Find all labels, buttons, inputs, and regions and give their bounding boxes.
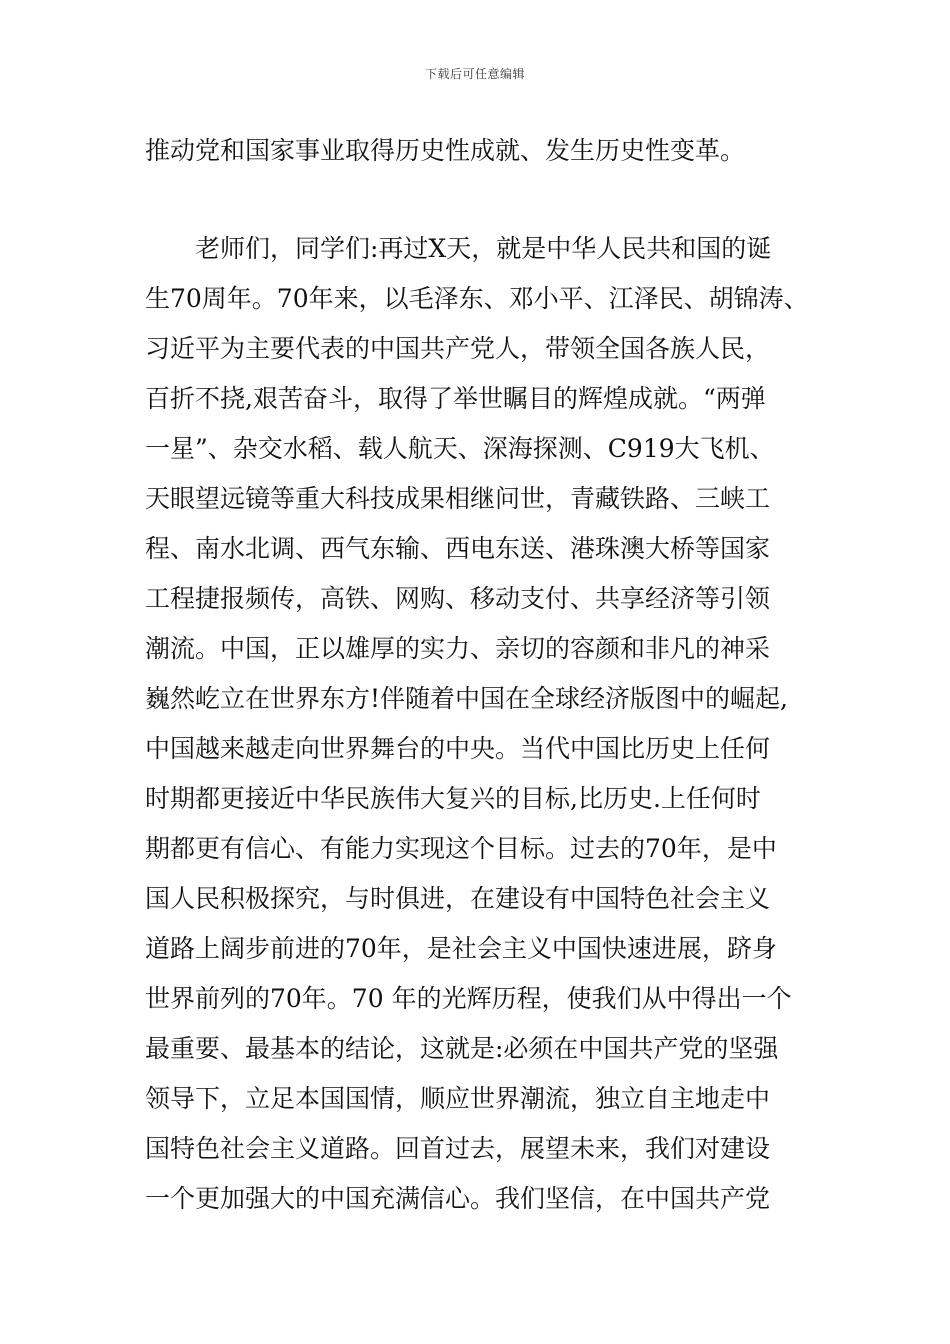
text-line: 一星”、杂交水稻、载人航天、深海探测、C919大飞机、 bbox=[145, 434, 775, 463]
text-line: 天眼望远镜等重大科技成果相继问世，青藏铁路、三峡工 bbox=[145, 484, 771, 513]
text-line: 世界前列的70年。70 年的光辉历程，使我们从中得出一个 bbox=[145, 984, 792, 1013]
text-line: 程、南水北调、西气东输、西电东送、港珠澳大桥等国家 bbox=[145, 534, 771, 563]
text-line: 最重要、最基本的结论，这就是:必须在中国共产党的坚强 bbox=[145, 1034, 779, 1063]
text-line: 工程捷报频传，高铁、网购、移动支付、共享经济等引领 bbox=[145, 584, 771, 613]
text-line: 国人民积极探究，与时俱进，在建设有中国特色社会主义 bbox=[145, 884, 771, 913]
text-line: 一个更加强大的中国充满信心。我们坚信，在中国共产党 bbox=[145, 1184, 771, 1213]
page-header: 下载后可任意编辑 bbox=[424, 67, 525, 81]
text-line: 习近平为主要代表的中国共产党人，带领全国各族人民， bbox=[145, 334, 771, 363]
text-line: 道路上阔步前进的70年，是社会主义中国快速进展，跻身 bbox=[145, 934, 777, 963]
text-line: 领导下，立足本国国情，顺应世界潮流，独立自主地走中 bbox=[145, 1084, 771, 1113]
text-line: 巍然屹立在世界东方!伴随着中国在全球经济版图中的崛起, bbox=[145, 684, 788, 713]
text-line: 国特色社会主义道路。回首过去，展望未来，我们对建设 bbox=[145, 1134, 771, 1163]
text-line: 百折不挠,艰苦奋斗，取得了举世瞩目的辉煌成就。“两弹 bbox=[145, 384, 766, 413]
text-line: 潮流。中国，正以雄厚的实力、亲切的容颜和非凡的神采 bbox=[145, 634, 771, 663]
text-line: 推动党和国家事业取得历史性成就、发生历史性变革。 bbox=[145, 136, 746, 165]
text-line: 中国越来越走向世界舞台的中央。当代中国比历史上任何 bbox=[145, 734, 771, 763]
text-line: 时期都更接近中华民族伟大复兴的目标,比历史.上任何时 bbox=[145, 784, 761, 813]
text-line: 老师们，同学们:再过X天，就是中华人民共和国的诞 bbox=[145, 234, 772, 263]
text-line: 期都更有信心、有能力实现这个目标。过去的70年，是中 bbox=[145, 834, 777, 863]
text-line: 生70周年。70年来，以毛泽东、邓小平、江泽民、胡锦涛、 bbox=[145, 284, 809, 313]
